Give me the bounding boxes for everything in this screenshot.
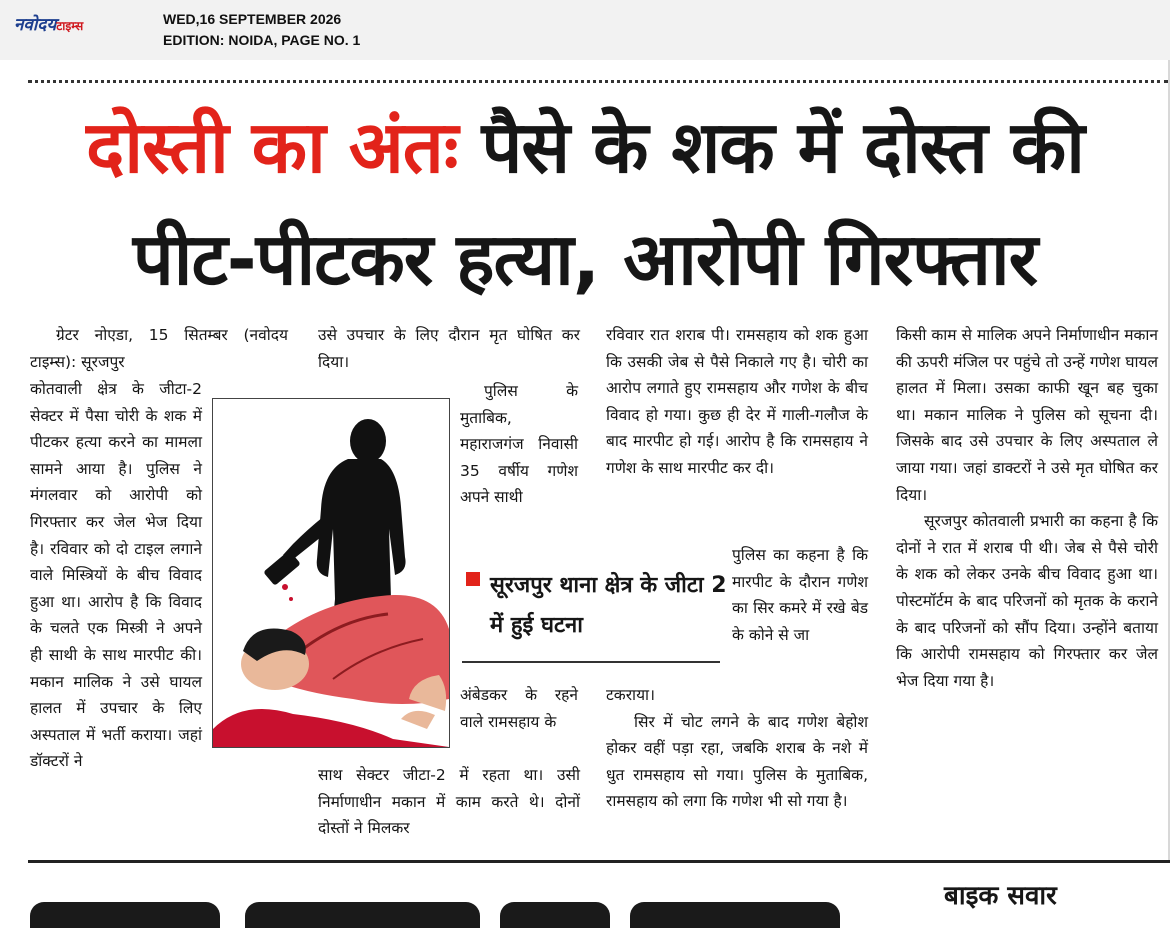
article-dateline: ग्रेटर नोएडा, 15 सितम्बर (नवोदय टाइम्स): सूरजपुर (30, 326, 288, 371)
article-col-3a (606, 322, 868, 482)
article-para: पुलिस का कहना है कि मारपीट के दौरान गणेश का सिर कमरे में रखे बेड के कोने से जा (732, 546, 868, 644)
article-col-2d (318, 762, 580, 842)
article-col-3c (606, 682, 868, 815)
article-para: पुलिस के मुताबिक, महाराजगंज निवासी 35 वर्षीय गणेश अपने साथी (460, 382, 578, 507)
date-edition (163, 9, 360, 51)
next-headline-cropped (30, 888, 890, 928)
pull-quote-text: सूरजपुर थाना क्षेत्र के जीटा 2 में हुई घटना (490, 573, 727, 638)
dotted-divider (28, 80, 1168, 83)
article-para: अंबेडकर के रहने वाले रामसहाय के (460, 686, 578, 731)
headline-line-2: पीट-पीटकर हत्या, आरोपी गिरफ्तार (132, 217, 1038, 301)
article-col-4 (896, 322, 1158, 694)
next-story-side-head: बाइक सवार (944, 881, 1057, 911)
headline-red-part: दोस्ती का अंतः (86, 105, 458, 189)
article-col-2b (460, 378, 578, 511)
illustration-svg (213, 399, 449, 747)
crime-illustration (212, 398, 450, 748)
article-para: साथ सेक्टर जीटा-2 में रहता था। उसी निर्माणाधीन मकान में काम करते थे। दोनों दोस्तों ने मिलकर (318, 766, 580, 838)
article-col-2c (460, 682, 578, 735)
masthead-bar (0, 0, 1170, 60)
article-para: किसी काम से मालिक अपने निर्माणाधीन मकान की ऊपरी मंजिल पर पहुंचे तो उन्हें गणेश घायल हालत में मिला। उसका काफी खून बह चुका था। मकान मालिक ने पुलिस को सूचना दी। जिसके बाद उसे उपचार के लिए अस्पताल ले जाया गया। जहां डाक्टरों ने उसे मृत घोषित कर दिया। (896, 326, 1158, 504)
article-col-3b (732, 542, 868, 648)
article-para: सूरजपुर कोतवाली प्रभारी का कहना है कि दोनों ने रात में शराब पी थी। जेब से पैसे चोरी के शक को लेकर उनके बीच विवाद हुआ था। पोस्टमॉर्टम के बाद परिजनों को मृतक के कराने के बाद परिजनों को सौंप दिया। उन्होंने बताया कि आरोपी रामसहाय को गिरफ्तार कर जेल भेज दिया गया है। (896, 512, 1158, 690)
article-para: सिर में चोट लगने के बाद गणेश बेहोश होकर वहीं पड़ा रहा, जबकि शराब के नशे में धुत रामसहाय सो गया। पुलिस के मुताबिक, रामसहाय को लगा कि गणेश भी सो गया है। (606, 712, 868, 811)
headline-line-1-rest: पैसे के शक में दोस्त की (481, 105, 1084, 189)
article-para: कोतवाली क्षेत्र के जीटा-2 सेक्टर में पैसा चोरी के शक में पीटकर हत्या करने का मामला सामने आया है। पुलिस ने मंगलवार को आरोपी को गिरफ्तार कर जेल भेज दिया है। रविवार को दो टाइल लगाने वाले मिस्त्रियों के बीच विवाद हुआ था। आरोप है कि विवाद के चलते एक मिस्त्री ने अपने ही साथी के साथ मारपीट की। मकान मालिक ने उसे घायल हालत में उपचार के लिए अस्पताल में भर्ती कराया। जहां डॉक्टरों ने (30, 380, 202, 771)
logo-title: नवोदय (14, 15, 57, 35)
article-para: टकराया। (606, 686, 655, 704)
headline-line-1 (0, 92, 1170, 202)
article-para: रविवार रात शराब पी। रामसहाय को शक हुआ कि उसकी जेब से पैसे निकाले गए है। चोरी का आरोप लगाते हुए रामसहाय और गणेश के बीच विवाद हो गया। कुछ ही देर में गाली-गलौज के बाद मारपीट हो गई। आरोप है कि रामसहाय ने गणेश के साथ मारपीट कर दी। (606, 326, 868, 477)
pull-quote-rule (462, 661, 720, 663)
edition-line: EDITION: NOIDA, PAGE NO. 1 (163, 32, 361, 48)
article-para: उसे उपचार के लिए दौरान मृत घोषित कर दिया। (318, 326, 580, 371)
article-col-1a (30, 322, 288, 375)
date-line: WED,16 SEPTEMBER 2026 (163, 11, 342, 27)
newspaper-logo[interactable] (14, 12, 83, 35)
logo-subtitle: टाइम्स (56, 19, 84, 33)
article-col-2a (318, 322, 580, 375)
red-square-bullet (466, 572, 480, 586)
bottom-divider (28, 860, 1170, 863)
article-col-1b (30, 376, 202, 775)
